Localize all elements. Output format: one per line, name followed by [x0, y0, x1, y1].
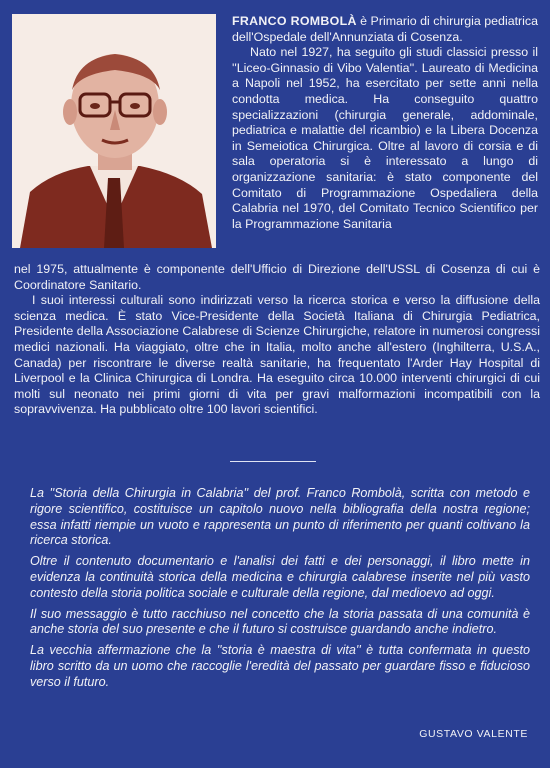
portrait-photo-icon [12, 14, 216, 248]
bio-intro-text: è Primario di chirurgia pediatrica dell'Ospedale dell'Annunziata di Cosenza. [232, 14, 539, 44]
author-bio-lower [14, 262, 540, 418]
review-paragraph-1: La ''Storia della Chirurgia in Calabria'' del prof. Franco Rombolà, scritta con metodo e rigore scientifico, costituisce un capitolo nuovo nella bibliografia della nostra regione; essa infatti riempie un vuoto e rappresenta un punto di riferimento per quanti coltivano la ricerca storica. [30, 486, 530, 548]
bio-paragraph-career-end: nel 1975, attualmente è componente dell'Ufficio di Direzione dell'USSL di Cosenza di cui è Coordinatore Sanitario. [14, 262, 540, 292]
section-divider [230, 461, 316, 462]
review-paragraph-2: Oltre il contenuto documentario e l'analisi dei fatti e dei personaggi, il libro mette in evidenza la continuità storica della medicina e chirurgia calabrese inserite nel più vasto contesto della storia politica sociale e culturale della regione, dal medioevo ad oggi. [30, 554, 530, 600]
bio-paragraph-career: Nato nel 1927, ha seguito gli studi classici presso il ''Liceo-Ginnasio di Vibo Valentia''. Laureato di Medicina a Napoli nel 1952, ha esercitato per sette anni nella condotta medica. Ha conseguito quattro specializzazioni (chirurgia generale, addominale, pediatrica e malattie del ricambio) e la Libera Docenza in Semeiotica Chirurgica. Oltre al lavoro di corsia e di sala operatoria si è interessato a lungo di organizzazione sanitaria: è stato componente del Comitato di Programmazione Ospedaliera della Calabria nel 1970, del Comitato Tecnico Scientifico per la Programmazione Sanitaria [232, 45, 538, 231]
review-paragraph-4: La vecchia affermazione che la ''storia è maestra di vita'' è tutta confermata in questo libro scritto da un uomo che raccoglie l'eredità del passato per guardare fisso e fiducioso verso il futuro. [30, 643, 530, 689]
bio-intro [232, 14, 538, 45]
bio-paragraph-interests: I suoi interessi culturali sono indirizzati verso la ricerca storica e verso la diffusione della scienza medica. È stato Vice-Presidente della Società Italiana di Chirurgia Pediatrica, Presidente della Associazione Calabrese di Scienze Chirurgiche, relatore in numerosi congressi medici nazionali. Ha viaggiato, oltre che in Italia, molto anche all'estero (Inghilterra, U.S.A., Canada) per riscontrare le diverse realtà sanitarie, ha frequentato l'Arder Hay Hospital di Liverpool e la Clinica Chirurgica di Londra. Ha eseguito circa 10.000 interventi chirurgici di cui molti sul neonato nei primi giorni di vita per gravi malformazioni incompatibili con la sopravvivenza. Ha pubblicato oltre 100 lavori scientifici. [14, 293, 540, 417]
review-paragraph-3: Il suo messaggio è tutto racchiuso nel concetto che la storia passata di una comunità è anche storia del suo presente e che il futuro si costruisce guardando anche indietro. [30, 606, 530, 637]
review-signature: GUSTAVO VALENTE [419, 728, 528, 740]
book-review [30, 486, 530, 696]
author-name: FRANCO ROMBOLÀ [232, 14, 357, 28]
author-portrait [12, 14, 216, 248]
author-bio-upper [232, 14, 538, 232]
